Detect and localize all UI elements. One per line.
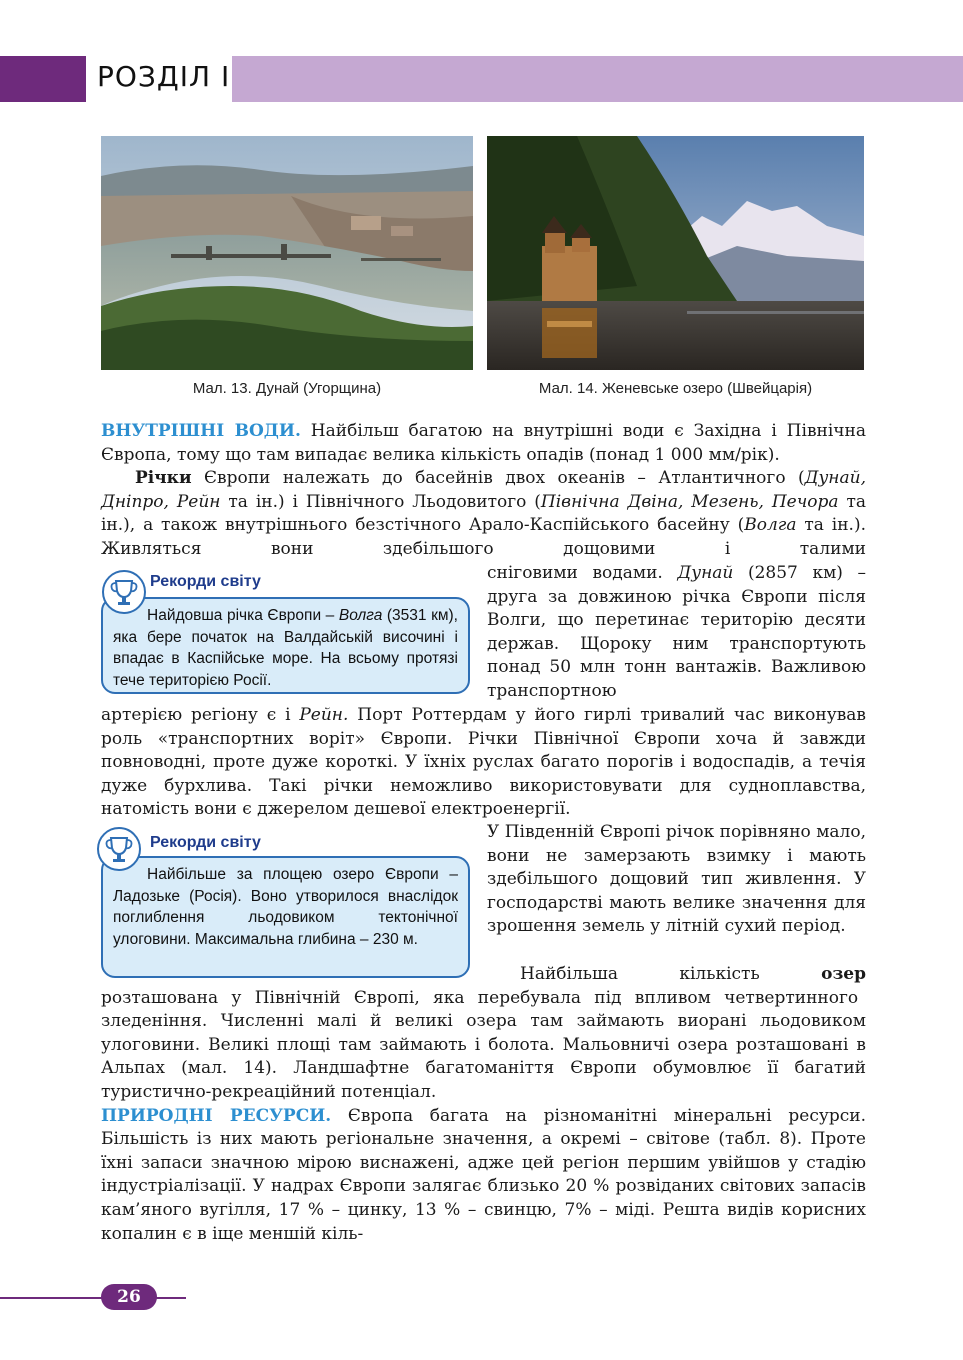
inner-waters-heading: ВНУТРІШНІ ВОДИ. — [101, 421, 301, 441]
paragraph-text: розташована у Північній Європі, яка перебувала під впливом четвертинного зледеніння. Численні малі й великі озера там займають виорані льодовиком улоговини. Великі площі там займають і болота. Мальовничі озера розташовані в Альпах (мал. 14). Ландшафтне багатоманіття Європи обумовлює її багатий туристично-рекреаційний потенціал. — [101, 987, 866, 1102]
page-number: 26 — [101, 1284, 157, 1310]
record-text-part: Найдовша річка Європи – — [147, 607, 339, 624]
text-block-top — [101, 420, 866, 562]
paragraph-text: сніговими водами. — [487, 563, 678, 583]
river-name: Дунай — [677, 563, 734, 583]
danube-photo — [101, 136, 473, 370]
river-name: Рейн. — [299, 705, 349, 725]
figure-14-caption: Мал. 14. Женевське озеро (Швейцарія) — [538, 380, 813, 397]
paragraph-text: та ін.), а також внутрішнього безстічного Арало-Каспійського басейну ( — [101, 491, 867, 536]
record-box-volga — [101, 597, 470, 694]
lakes-term: озер — [821, 964, 866, 984]
record-text-part: (3531 км), яка бере початок на Валдайській височині і впадає в Каспійське море. На всьому протязі тече територією Росії. — [113, 607, 458, 689]
text-block-bottom — [101, 963, 866, 1246]
rivers-term: Річки — [135, 468, 192, 489]
paragraph-text: артерією регіону є і — [101, 705, 300, 725]
trophy-icon — [102, 570, 146, 614]
figure-13-caption: Мал. 13. Дунай (Угорщина) — [192, 380, 382, 397]
record-text — [113, 605, 458, 691]
river-names: Волга — [744, 515, 797, 536]
paragraph-text: Найбільш багатою на внутрішні води є Західна і Північна Європа, тому що там випадає велика кількість опадів (понад 1 000 мм/рік). — [101, 421, 866, 465]
header-accent-bar — [0, 56, 86, 102]
paragraph-text: У Південній Європі річок порівняно мало, вони не замерзають взимку і мають здебільшого дощовий тип живлення. У господарстві мають велике значення для зрошення земель у літній сухий період. — [487, 822, 866, 937]
paragraph-text: Європи належать до басейнів двох океанів – Атлантичного ( — [191, 468, 805, 489]
record-box-ladoga — [101, 856, 470, 978]
record-text: Найбільше за площею озеро Європи – Ладозьке (Росія). Воно утворилося внаслідок поглиблення льодовиком тектонічної улоговини. Максимальна глибина – 230 м. — [113, 866, 458, 948]
river-names: Дунай, Дніпро, Рейн — [101, 468, 866, 512]
text-column-right-1 — [487, 562, 866, 704]
trophy-icon — [97, 827, 141, 871]
paragraph-text: Європа багата на різноманітні мінеральні ресурси. Більшість із них мають регіональне значення, а окремі – світове (табл. 8). Проте їхні запаси значною мірою виснажені, адже цей регіон першим увійшов у стадію індустріалізації. У надрах Європи залягає близько 20 % розвіданих світових запасів кам’яного вугілля, 17 % – цинку, 13 % – свинцю, 7% – міді. Решта видів корисних копалин є в іще меншій кіль- — [101, 1105, 867, 1244]
record-title: Рекорди світу — [150, 834, 261, 851]
paragraph-text: та ін.) і Північного Льодовитого ( — [220, 491, 541, 512]
section-title: РОЗДІЛ І — [97, 60, 231, 93]
header-band — [232, 56, 963, 102]
paragraph-text: Найбільша кількість — [520, 964, 822, 984]
paragraph-text: Порт Роттердам у його гирлі тривалий час виконував роль «транспортних воріт» Європи. Річки Північної Європи хоча й завжди повноводні, проте дуже короткі. У їхніх руслах багато порогів і водоспадів, а течія дуже бурхлива. Такі річки неможливо використовувати для судноплавства, натомість вони є джерелом дешевої електроенергії. — [101, 705, 866, 820]
record-text-part: Волга — [338, 607, 383, 624]
river-names: Північна Двіна, Мезень, Печора — [540, 491, 839, 512]
natural-resources-heading: ПРИРОДНІ РЕСУРСИ. — [101, 1105, 332, 1126]
lake-geneva-photo — [487, 136, 864, 370]
text-column-right-2 — [487, 821, 866, 939]
record-title: Рекорди світу — [150, 573, 261, 590]
page-number-rule — [0, 1297, 186, 1299]
paragraph-text: та ін.). Живляться вони здебільшого дощовими і талими — [101, 515, 866, 559]
paragraph-text: (2857 км) – друга за довжиною річка Європи після Волги, що перетинає територію десяти держав. Щороку ним транспортують понад 50 млн тонн вантажів. Важливою транспортною — [487, 563, 867, 701]
text-block-middle — [101, 704, 866, 822]
